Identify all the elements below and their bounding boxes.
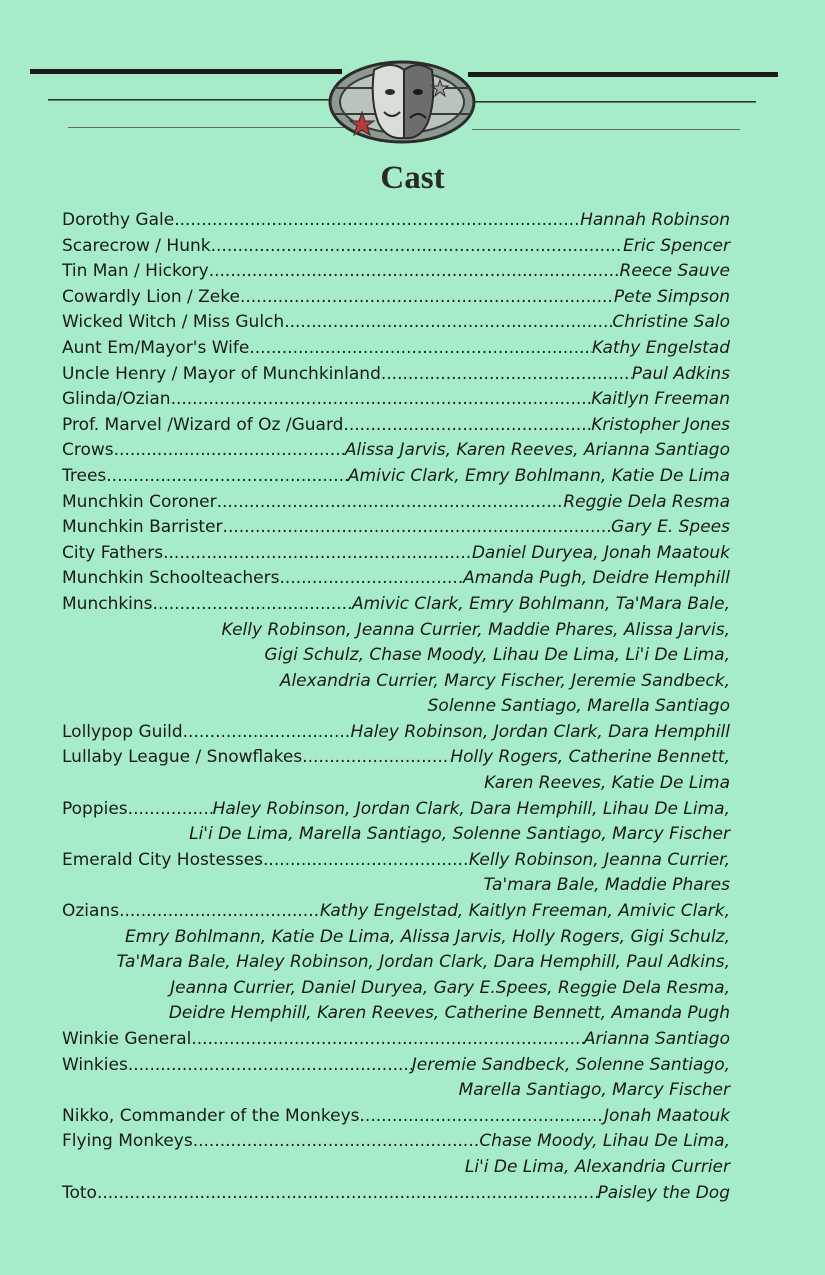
cast-entry-line: [62, 1027, 730, 1053]
cast-actor: Paisley the Dog: [597, 1182, 730, 1203]
header-rules: [0, 0, 825, 160]
cast-actor: Gary E. Spees: [611, 517, 730, 538]
dot-leader: [381, 362, 632, 388]
dot-leader: [119, 899, 320, 925]
cast-entry: [62, 566, 730, 592]
cast-actor: Pete Simpson: [613, 286, 730, 307]
cast-entry-line: [62, 797, 730, 823]
dot-leader: [223, 515, 612, 541]
cast-entry-line: [62, 438, 730, 464]
cast-entry-line: [62, 310, 730, 336]
cast-actor: Haley Robinson, Jordan Clark, Dara Hemphill, Lihau De Lima,: [212, 798, 730, 819]
dot-leader: [128, 797, 213, 823]
cast-role: Dorothy Gale: [62, 210, 175, 230]
cast-actor-continuation: Deidre Hemphill, Karen Reeves, Catherine Bennett, Amanda Pugh: [168, 1003, 730, 1024]
cast-actor: Kelly Robinson, Jeanna Currier,: [468, 849, 730, 870]
cast-actor: Kristopher Jones: [591, 414, 730, 435]
cast-actor-continuation: Marella Santiago, Marcy Fischer: [458, 1080, 730, 1101]
cast-entry: [62, 362, 730, 388]
cast-role: Aunt Em/Mayor's Wife: [62, 337, 250, 358]
cast-actor: Alissa Jarvis, Karen Reeves, Arianna Santiago: [344, 440, 730, 461]
cast-entry-line: [62, 362, 730, 388]
cast-role: Toto: [62, 1182, 97, 1203]
dot-leader: [171, 387, 592, 413]
dot-leader: [163, 541, 472, 567]
dot-leader: [153, 592, 352, 618]
cast-entry: [62, 541, 730, 567]
cast-entry: [62, 1104, 730, 1130]
cast-entry: [62, 1181, 730, 1207]
cast-role: Lullaby League / Snowflakes: [62, 747, 303, 768]
cast-actor: Paul Adkins: [631, 363, 730, 384]
cast-entry: [62, 310, 730, 336]
cast-actor: Reggie Dela Resma: [563, 491, 730, 512]
cast-actor: Kaitlyn Freeman: [591, 389, 730, 410]
cast-role: City Fathers: [62, 542, 164, 563]
cast-entry: [62, 899, 730, 1027]
cast-entry-line: [62, 848, 730, 874]
cast-entry-line: [62, 899, 730, 925]
cast-actor: Haley Robinson, Jordan Clark, Dara Hemphill: [350, 721, 730, 742]
cast-actor: Daniel Duryea, Jonah Maatouk: [471, 542, 730, 563]
cast-entry: [62, 387, 730, 413]
dot-leader: [302, 745, 450, 771]
cast-role: Nikko, Commander of the Monkeys: [62, 1105, 360, 1126]
cast-entry-line: [62, 285, 730, 311]
cast-entry: [62, 259, 730, 285]
cast-actor-continuation: Ta'mara Bale, Maddie Phares: [483, 875, 730, 896]
cast-actor-continuation: Jeanna Currier, Daniel Duryea, Gary E.Spees, Reggie Dela Resma,: [170, 977, 730, 998]
dot-leader: [280, 566, 464, 592]
dot-leader: [211, 234, 624, 260]
rule-top-right: [468, 72, 778, 77]
cast-actor: Jeremie Sandbeck, Solenne Santiago,: [411, 1054, 730, 1075]
cast-actor-continuation: Li'i De Lima, Alexandria Currier: [464, 1156, 730, 1177]
cast-role: Emerald City Hostesses: [62, 849, 264, 870]
cast-actor: Arianna Santiago: [583, 1029, 730, 1049]
dot-leader: [343, 413, 591, 439]
cast-entry: [62, 592, 730, 720]
cast-actor: Amivic Clark, Emry Bohlmann, Katie De Lima: [347, 465, 730, 486]
cast-role: Lollypop Guild: [62, 721, 183, 742]
cast-entry: [62, 413, 730, 439]
cast-entry: [62, 464, 730, 490]
cast-role: Poppies: [62, 798, 128, 819]
cast-entry-line: [62, 592, 730, 618]
cast-role: Cowardly Lion / Zeke: [62, 286, 240, 307]
cast-entry: [62, 1053, 730, 1104]
cast-role: Flying Monkeys: [62, 1131, 193, 1152]
cast-actor-continuation: Karen Reeves, Katie De Lima: [484, 773, 730, 794]
cast-actor: Amanda Pugh, Deidre Hemphill: [463, 568, 730, 589]
cast-actor: Jonah Maatouk: [604, 1105, 730, 1126]
cast-entry: [62, 438, 730, 464]
cast-role: Winkie General: [62, 1029, 192, 1049]
cast-entry-line: [62, 413, 730, 439]
cast-entry-line: [62, 1129, 730, 1155]
dot-leader: [97, 1181, 598, 1207]
cast-actor-continuation: Ta'Mara Bale, Haley Robinson, Jordan Clark, Dara Hemphill, Paul Adkins,: [116, 952, 730, 973]
cast-actor: Reece Sauve: [619, 261, 730, 282]
cast-role: Tin Man / Hickory: [62, 261, 209, 282]
cast-actor: Christine Salo: [612, 312, 730, 333]
cast-entry: [62, 1129, 730, 1180]
cast-entry: [62, 745, 730, 796]
cast-actor: Eric Spencer: [623, 235, 730, 256]
cast-entry-line: [62, 387, 730, 413]
cast-entry-line: [62, 745, 730, 771]
cast-actor-continuation: Emry Bohlmann, Katie De Lima, Alissa Jarvis, Holly Rogers, Gigi Schulz,: [124, 926, 730, 947]
cast-entry: [62, 1027, 730, 1053]
cast-actor: Kathy Engelstad, Kaitlyn Freeman, Amivic Clark,: [319, 901, 730, 922]
header-decoration: [0, 0, 825, 160]
cast-entry-line: [62, 490, 730, 516]
rule-top-left: [30, 69, 342, 74]
cast-entry-line: [62, 1181, 730, 1207]
cast-entry-line: [62, 720, 730, 746]
cast-entry-line: [62, 234, 730, 260]
dot-leader: [263, 848, 469, 874]
cast-role: Uncle Henry / Mayor of Munchkinland: [62, 363, 381, 384]
cast-entry-line: [62, 566, 730, 592]
dot-leader: [114, 438, 345, 464]
cast-actor-continuation: Solenne Santiago, Marella Santiago: [427, 696, 730, 717]
cast-actor-continuation: Li'i De Lima, Marella Santiago, Solenne Santiago, Marcy Fischer: [189, 824, 730, 845]
cast-actor-continuation: Alexandria Currier, Marcy Fischer, Jeremie Sandbeck,: [279, 670, 730, 691]
cast-actor-continuation: Gigi Schulz, Chase Moody, Lihau De Lima, Li'i De Lima,: [264, 645, 730, 666]
cast-entry: [62, 208, 730, 234]
cast-role: Scarecrow / Hunk: [62, 235, 211, 256]
dot-leader: [106, 464, 348, 490]
cast-role: Trees: [62, 465, 107, 486]
cast-role: Prof. Marvel /Wizard of Oz /Guard: [62, 414, 344, 435]
cast-actor: Chase Moody, Lihau De Lima,: [479, 1131, 730, 1152]
cast-entry: [62, 720, 730, 746]
rule-mid-right: [466, 101, 756, 103]
dot-leader: [217, 490, 564, 516]
cast-role: Winkies: [62, 1054, 128, 1075]
dot-leader: [183, 720, 351, 746]
cast-role: Munchkin Schoolteachers: [62, 568, 280, 589]
dot-leader: [360, 1104, 605, 1130]
dot-leader: [191, 1027, 584, 1053]
cast-role: Munchkin Coroner: [62, 491, 217, 512]
cast-entry-line: [62, 1104, 730, 1130]
dot-leader: [174, 208, 580, 234]
comedy-tragedy-masks-icon: [330, 62, 474, 142]
cast-entry: [62, 336, 730, 362]
cast-entry-line: [62, 541, 730, 567]
cast-entry-line: [62, 464, 730, 490]
rule-bottom-left: [68, 127, 346, 128]
cast-actor: Amivic Clark, Emry Bohlmann, Ta'Mara Bale,: [351, 593, 730, 614]
cast-role: Wicked Witch / Miss Gulch: [62, 312, 285, 333]
dot-leader: [284, 310, 612, 336]
cast-entry-line: [62, 1053, 730, 1079]
cast-entry-line: [62, 208, 730, 234]
cast-actor-continuation: Kelly Robinson, Jeanna Currier, Maddie Phares, Alissa Jarvis,: [221, 619, 730, 640]
cast-entry-line: [62, 259, 730, 285]
page-title: Cast: [380, 160, 445, 196]
cast-list: [62, 208, 730, 1206]
cast-entry: [62, 848, 730, 899]
cast-entry-line: [62, 515, 730, 541]
dot-leader: [249, 336, 592, 362]
dot-leader: [209, 259, 620, 285]
cast-entry: [62, 797, 730, 848]
cast-entry: [62, 234, 730, 260]
cast-entry-line: [62, 336, 730, 362]
cast-role: Ozians: [62, 901, 120, 922]
cast-entry: [62, 515, 730, 541]
dot-leader: [240, 285, 614, 311]
cast-role: Glinda/Ozian: [62, 389, 171, 410]
dot-leader: [193, 1129, 480, 1155]
cast-actor: Hannah Robinson: [580, 210, 730, 230]
rule-mid-left: [48, 99, 348, 101]
cast-role: Crows: [62, 440, 114, 461]
cast-role: Munchkins: [62, 593, 153, 614]
cast-actor: Kathy Engelstad: [591, 337, 730, 358]
dot-leader: [128, 1053, 412, 1079]
cast-entry: [62, 490, 730, 516]
rule-bottom-right: [472, 129, 740, 130]
cast-entry: [62, 285, 730, 311]
cast-role: Munchkin Barrister: [62, 517, 223, 538]
cast-actor: Holly Rogers, Catherine Bennett,: [450, 747, 730, 768]
